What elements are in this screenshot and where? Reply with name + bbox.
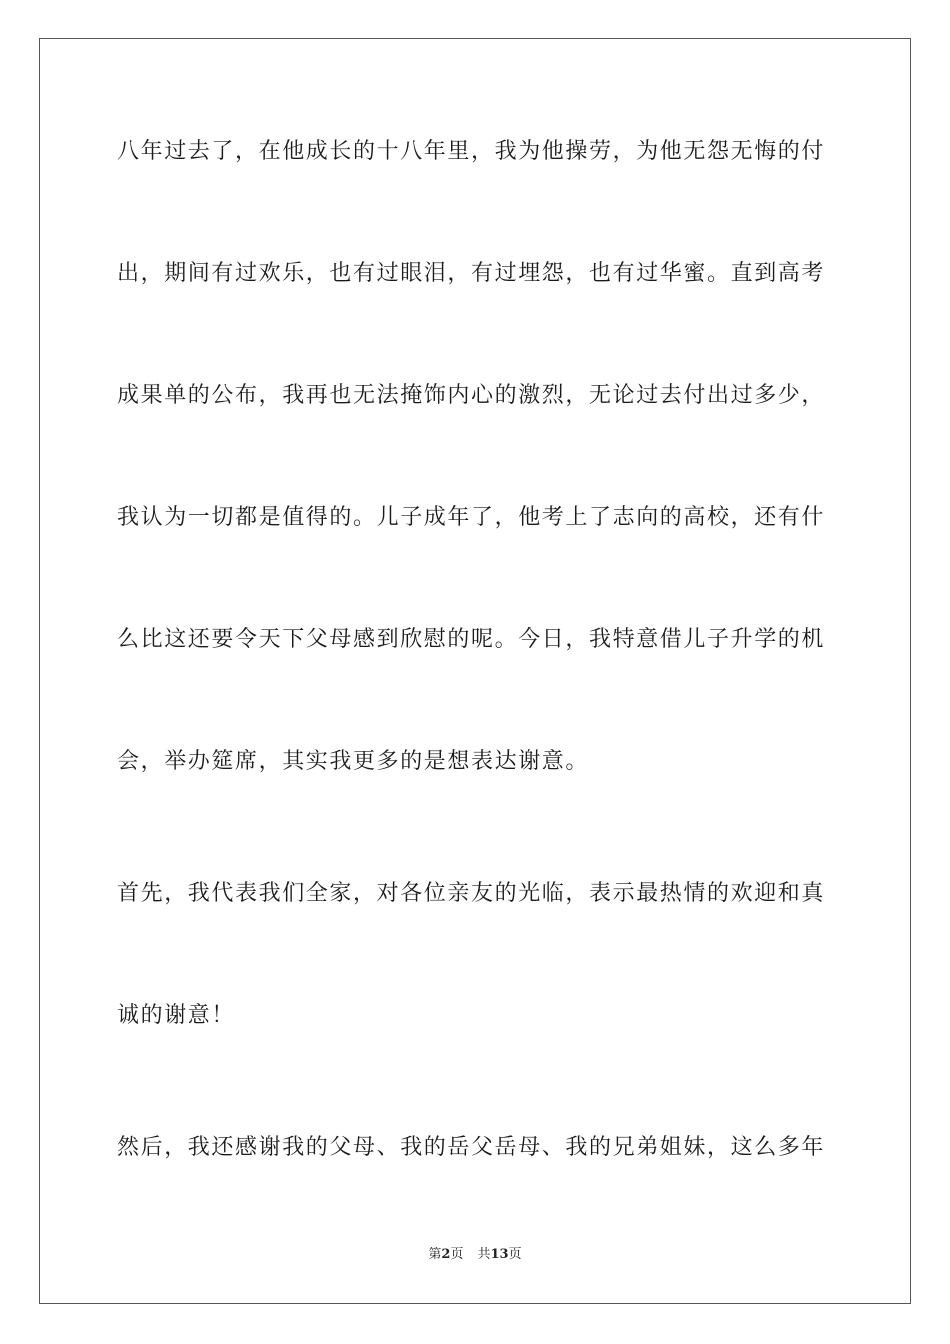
page-suffix: 页 (450, 1247, 464, 1262)
body-text-line: 首先，我代表我们全家，对各位亲友的光临，表示最热情的欢迎和真 (117, 881, 826, 906)
body-text-line: 诚的谢意！ (117, 1003, 236, 1028)
total-suffix: 页 (508, 1247, 522, 1262)
body-text-line: 我认为一切都是值得的。儿子成年了，他考上了志向的高校，还有什 (117, 505, 826, 530)
page-number: 2 (441, 1247, 451, 1262)
body-text-line: 八年过去了，在他成长的十八年里，我为他操劳，为他无怨无悔的付 (117, 139, 826, 164)
body-text-line: 出，期间有过欢乐，也有过眼泪，有过埋怨，也有过华蜜。直到高考 (117, 261, 826, 286)
page-border (39, 38, 911, 1304)
body-text-line: 成果单的公布，我再也无法掩饰内心的激烈，无论过去付出过多少， (117, 383, 826, 408)
body-text-line: 么比这还要令天下父母感到欣慰的呢。今日，我特意借儿子升学的机 (117, 627, 826, 652)
total-pages: 13 (490, 1247, 509, 1262)
page-footer (0, 1246, 950, 1264)
body-text-line: 会，举办筵席，其实我更多的是想表达谢意。 (117, 749, 590, 774)
body-text-line: 然后，我还感谢我的父母、我的岳父岳母、我的兄弟姐妹，这么多年 (117, 1135, 826, 1160)
page-prefix: 第 (428, 1247, 442, 1262)
total-prefix: 共 (477, 1247, 491, 1262)
